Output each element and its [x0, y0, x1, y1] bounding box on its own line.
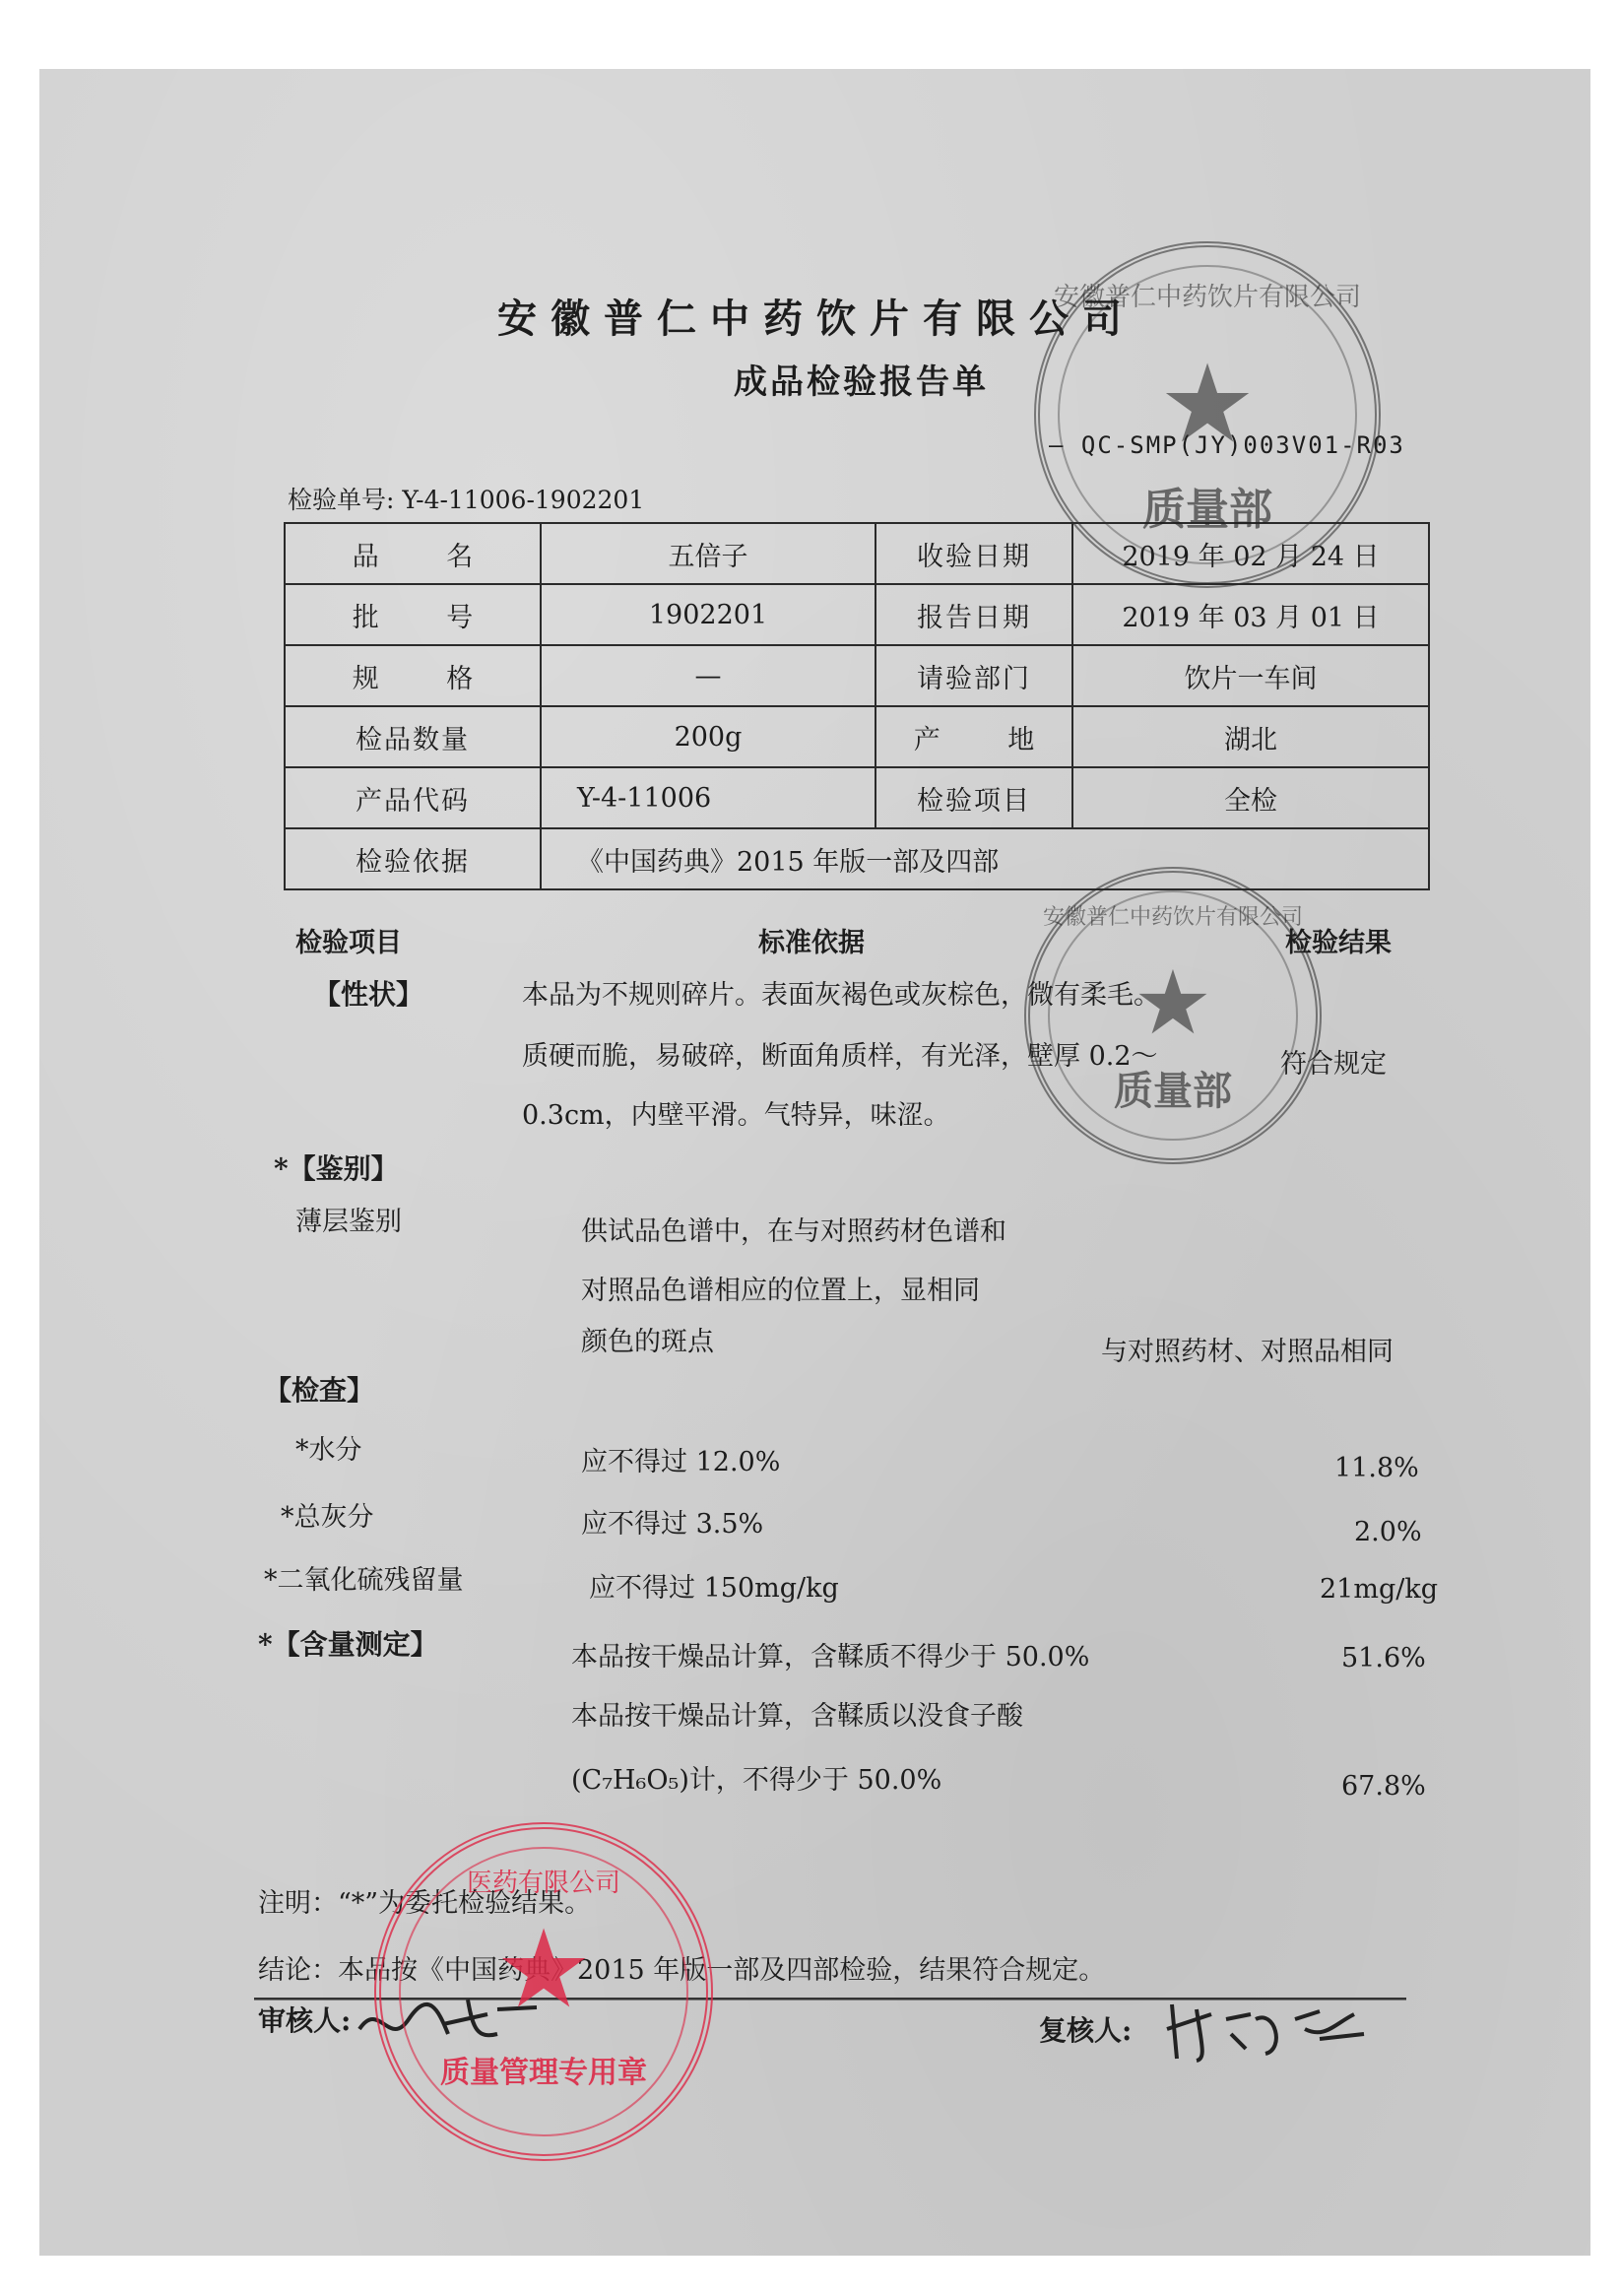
product-name-value: 五倍子 [541, 523, 875, 584]
dept-value: 饮片一车间 [1072, 645, 1429, 706]
rechecker-label: 复核人: [1039, 2014, 1133, 2047]
column-result: 检验结果 [1285, 928, 1392, 958]
ash-label: *总灰分 [281, 1502, 374, 1533]
section-identification: *【鉴别】 [274, 1152, 399, 1185]
basis-label: 检验依据 [285, 828, 541, 889]
so2-standard: 应不得过 150mg/kg [589, 1573, 839, 1604]
ash-result: 2.0% [1354, 1517, 1422, 1547]
character-line-3: 0.3cm，内壁平滑。气特异，味涩。 [522, 1100, 950, 1131]
conclusion: 结论：本品按《中国药典》2015 年版一部及四部检验，结果符合规定。 [258, 1955, 1106, 1986]
so2-result: 21mg/kg [1320, 1574, 1438, 1605]
origin-value: 湖北 [1072, 706, 1429, 767]
code-label: 产品代码 [285, 767, 541, 828]
batch-value: 1902201 [541, 584, 875, 645]
document-code: — QC-SMP(JY)003V01-R03 [1049, 431, 1405, 459]
stamp-label: 质量管理专用章 [440, 2056, 647, 2090]
footnote: 注明：“*”为委托检验结果。 [258, 1888, 592, 1919]
stamp-ring-text: 安徽普仁中药饮片有限公司 [1053, 283, 1361, 312]
stamp-label: 质量部 [1142, 485, 1272, 535]
receive-date-value: 2019 年 02 月 24 日 [1072, 523, 1429, 584]
company-name: 安徽普仁中药饮片有限公司 [497, 295, 1135, 342]
report-title: 成品检验报告单 [734, 362, 989, 402]
identification-sub: 薄层鉴别 [295, 1207, 402, 1237]
character-line-1: 本品为不规则碎片。表面灰褐色或灰棕色，微有柔毛。 [522, 980, 1160, 1011]
table-row [285, 645, 1429, 706]
origin-label: 产 地 [875, 706, 1072, 767]
quality-management-seal [374, 1822, 713, 2161]
identification-line-3: 颜色的斑点 [581, 1327, 714, 1357]
spec-label: 规 格 [285, 645, 541, 706]
assay-line-3: (C₇H₆O₅)计，不得少于 50.0% [571, 1765, 942, 1796]
code-value: Y-4-11006 [541, 767, 875, 828]
column-standard: 标准依据 [758, 928, 865, 958]
rechecker-signature [1157, 1990, 1374, 2068]
table-row [285, 828, 1429, 889]
assay-result-2: 67.8% [1341, 1771, 1426, 1802]
table-row [285, 767, 1429, 828]
receive-date-label: 收验日期 [875, 523, 1072, 584]
identification-line-1: 供试品色谱中，在与对照药材色谱和 [581, 1216, 1006, 1247]
qa-department-stamp [1024, 867, 1322, 1164]
inspection-number: 检验单号: Y-4-11006-1902201 [288, 486, 645, 514]
so2-label: *二氧化硫残留量 [264, 1565, 464, 1596]
assay-line-2: 本品按干燥品计算，含鞣质以没食子酸 [571, 1701, 1023, 1732]
report-date-label: 报告日期 [875, 584, 1072, 645]
section-character: 【性状】 [313, 978, 424, 1011]
identification-line-2: 对照品色谱相应的位置上，显相同 [581, 1276, 980, 1306]
section-assay: *【含量测定】 [258, 1628, 438, 1661]
star-icon: ★ [1133, 951, 1213, 1055]
report-date-value: 2019 年 03 月 01 日 [1072, 584, 1429, 645]
character-result: 符合规定 [1280, 1049, 1387, 1080]
star-icon: ★ [1158, 341, 1257, 467]
character-line-2: 质硬而脆，易破碎，断面角质样，有光泽，壁厚 0.2～ [522, 1041, 1158, 1072]
spec-value: — [541, 645, 875, 706]
assay-result-1: 51.6% [1341, 1643, 1426, 1673]
section-examination: 【检查】 [264, 1374, 375, 1407]
moisture-label: *水分 [295, 1435, 362, 1466]
dept-label: 请验部门 [875, 645, 1072, 706]
basis-value: 《中国药典》2015 年版一部及四部 [541, 828, 1429, 889]
ash-standard: 应不得过 3.5% [581, 1509, 764, 1540]
qty-value: 200g [541, 706, 875, 767]
reviewer-label: 审核人: [258, 2004, 352, 2037]
table-row [285, 584, 1429, 645]
product-name-label: 品 名 [285, 523, 541, 584]
stamp-ring-text: 医药有限公司 [466, 1869, 620, 1898]
stamp-label: 质量部 [1114, 1068, 1232, 1114]
moisture-result: 11.8% [1334, 1453, 1419, 1483]
column-item: 检验项目 [295, 928, 402, 958]
moisture-standard: 应不得过 12.0% [581, 1447, 781, 1477]
batch-label: 批 号 [285, 584, 541, 645]
identification-result: 与对照药材、对照品相同 [1101, 1337, 1394, 1367]
qa-department-stamp [1034, 241, 1381, 588]
table-row [285, 706, 1429, 767]
assay-line-1: 本品按干燥品计算，含鞣质不得少于 50.0% [571, 1642, 1090, 1673]
qty-label: 检品数量 [285, 706, 541, 767]
item-label: 检验项目 [875, 767, 1072, 828]
item-value: 全检 [1072, 767, 1429, 828]
stamp-ring-text: 安徽普仁中药饮片有限公司 [1042, 905, 1303, 930]
star-icon: ★ [494, 1906, 593, 2032]
